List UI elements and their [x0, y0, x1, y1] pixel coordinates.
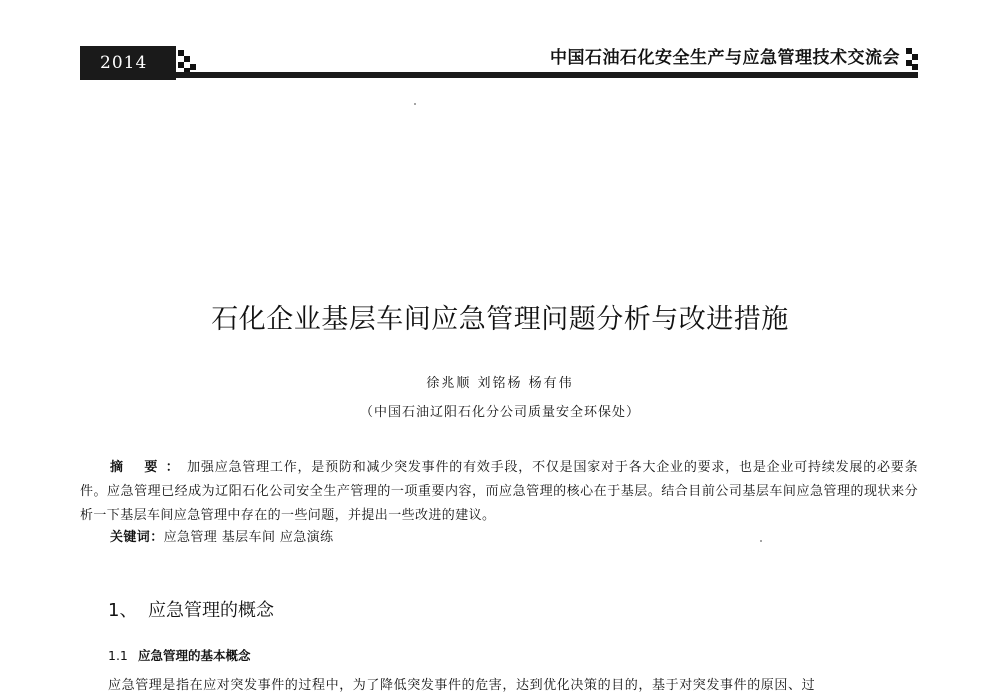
- conference-title: 中国石油石化安全生产与应急管理技术交流会: [550, 48, 900, 68]
- abstract-text: 加强应急管理工作，是预防和减少突发事件的有效手段，不仅是国家对于各大企业的要求，也是企业可持续发展的必要条件。应急管理已经成为辽阳石化公司安全生产管理的一项重要内容，而应急管理的核心在于基层。结合目前公司基层车间应急管理的现状来分析一下基层车间应急管理中存在的一些问题，并提出一些改进的建议。: [80, 460, 919, 523]
- header-decoration-right: [902, 48, 918, 70]
- abstract: [80, 456, 918, 528]
- keywords-text: 应急管理 基层车间 应急演练: [163, 530, 334, 545]
- abstract-label: 摘 要：: [110, 460, 188, 475]
- subsection-heading: [108, 646, 251, 664]
- section-heading: [108, 596, 274, 622]
- subsection-title: 应急管理的基本概念: [138, 648, 251, 663]
- section-title: 应急管理的概念: [148, 600, 274, 621]
- scan-speck: [414, 103, 416, 105]
- header-year: 2014: [80, 46, 176, 80]
- header-rule: [176, 72, 918, 78]
- section-number: 1、: [108, 600, 138, 621]
- keywords-label: 关键词：: [110, 530, 164, 545]
- paper-title: 石化企业基层车间应急管理问题分析与改进措施: [211, 304, 789, 335]
- keywords: [110, 528, 918, 548]
- paper-authors: 徐兆顺 刘铭杨 杨有伟: [426, 376, 574, 391]
- body-text-line: 应急管理是指在应对突发事件的过程中，为了降低突发事件的危害，达到优化决策的目的，基于对突发事件的原因、过: [108, 678, 816, 693]
- running-header: [80, 46, 918, 80]
- subsection-number: 1.1: [108, 648, 128, 663]
- paper-affiliation: （中国石油辽阳石化分公司质量安全环保处）: [359, 405, 640, 420]
